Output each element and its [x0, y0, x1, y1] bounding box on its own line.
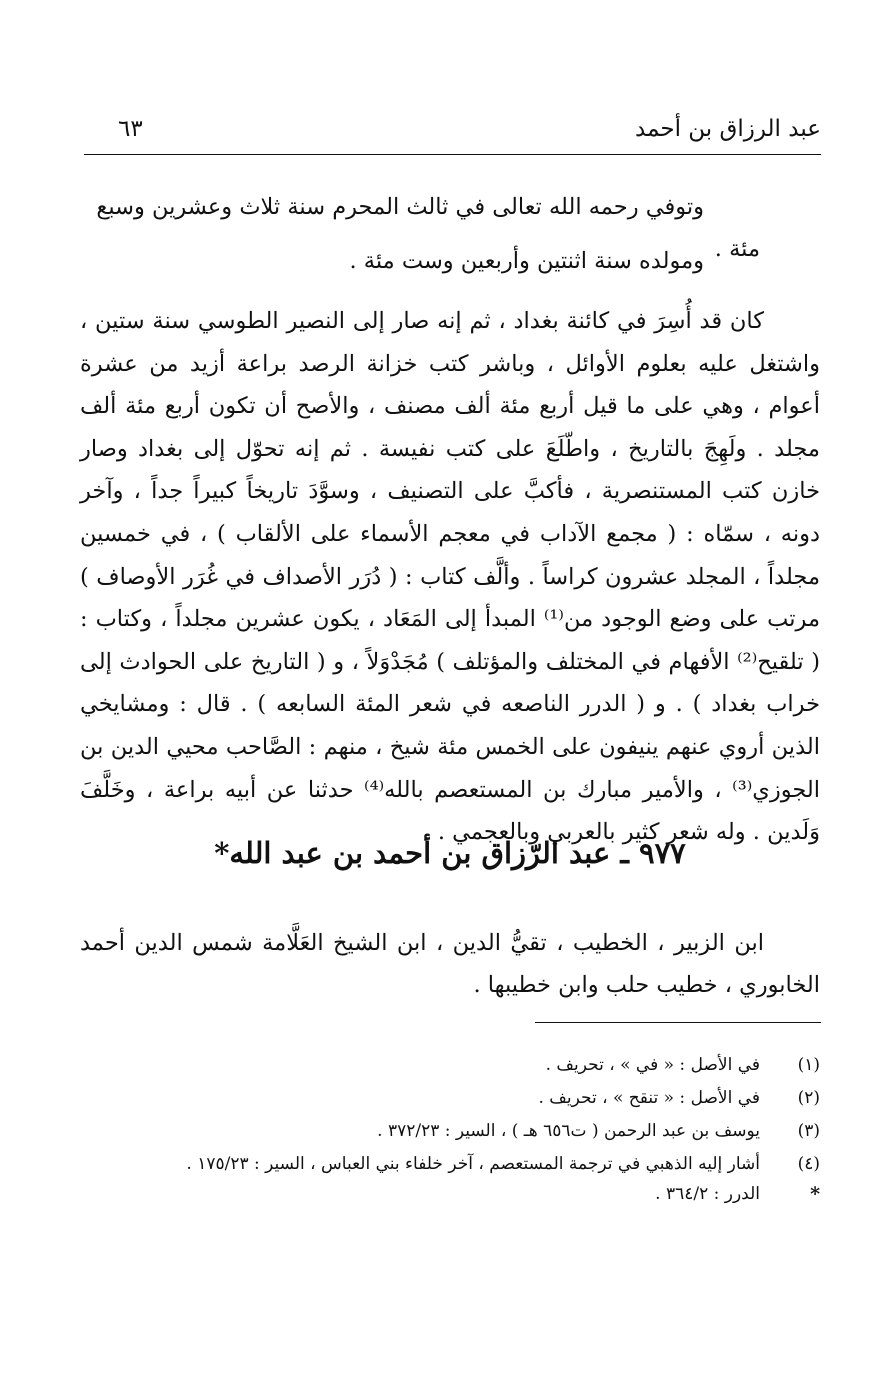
entry-heading: ٩٧٧ ـ عبد الرّزاق بن أحمد بن عبد الله*	[214, 836, 686, 870]
footnote-item	[80, 1050, 820, 1083]
footnote-divider	[535, 1022, 821, 1023]
paragraph-text: كان قد أُسِرَ في كائنة بغداد ، ثم إنه صار إلى النصير الطوسي سنة ستين ، واشتغل عليه بعلوم الأوائل ، وباشر كتب خزانة الرصد براعة أزيد من عشرة أعوام ، وهي على ما قيل أربع مئة ألف مصنف ، والأصح أن تكون أربع مئة ألف مجلد . ولَهِجَ بالتاريخ ، واطّلَعَ على كتب نفيسة . ثم إنه تحوّل إلى بغداد وصار خازن كتب المستنصرية ، فأكبَّ على التصنيف ، وسوَّدَ تاريخاً كبيراً جداً ، وآخر دونه ، سمّاه : ( مجمع الآداب في معجم الأسماء على الألقاب ) ، في خمسين مجلداً ، المجلد عشرون كراساً . وألَّف كتاب : ( دُرَر الأصداف في غُرَر الأوصاف ) مرتب على وضع الوجود من⁽¹⁾ المبدأ إلى المَعَاد ، يكون عشرين مجلداً ، وكتاب : ( تلقيح⁽²⁾ الأفهام في المختلف والمؤتلف ) مُجَدْوَلاً ، و ( التاريخ على الحوادث إلى خراب بغداد ) . و ( الدرر الناصعه في شعر المئة السابعه ) . قال : ومشايخي الذين أروي عنهم ينيفون على الخمس مئة شيخ ، منهم : الصَّاحب محيي الدين بن الجوزي⁽³⁾ ، والأمير مبارك بن المستعصم بالله⁽⁴⁾ حدثنا عن أبيه براعة ، وخَلَّفَ وَلَدين . وله شعر كثير بالعربي وبالعجمي .	[80, 308, 820, 846]
footnote-number: *	[810, 1183, 820, 1205]
paragraph-text: ابن الزبير ، الخطيب ، تقيُّ الدين ، ابن الشيخ العَلَّامة شمس الدين أحمد الخابوري ، خطيب حلب وابن خطيبها .	[80, 930, 820, 998]
footnote-number: (١)	[797, 1055, 820, 1075]
running-header	[84, 116, 821, 155]
page-number: ٦٣	[118, 116, 143, 142]
paragraph-text: ومولده سنة اثنتين وأربعين وست مئة .	[349, 248, 704, 274]
footnote-item	[80, 1116, 820, 1149]
footnote-item	[80, 1083, 820, 1116]
running-title: عبد الرزاق بن أحمد	[635, 116, 821, 142]
paragraph-entry	[80, 922, 820, 1006]
footnote-item	[80, 1149, 820, 1182]
footnote-number: (٣)	[797, 1121, 820, 1141]
footnote-number: (٤)	[797, 1154, 820, 1174]
footnote-text: الدرر : ٣٦٤/٢ .	[655, 1184, 760, 1204]
footnote-text: في الأصل : « في » ، تحريف .	[545, 1055, 760, 1075]
footnote-text: يوسف بن عبد الرحمن ( ت٦٥٦ هـ ) ، السير : ٣٧٢/٢٣ .	[377, 1121, 760, 1141]
paragraph-biography	[80, 300, 820, 854]
paragraph-birth	[80, 240, 760, 282]
footnote-item	[80, 1182, 820, 1210]
footnote-number: (٢)	[797, 1088, 820, 1108]
footnote-text: أشار إليه الذهبي في ترجمة المستعصم ، آخر خلفاء بني العباس ، السير : ١٧٥/٢٣ .	[186, 1154, 760, 1174]
footnotes	[80, 1050, 820, 1210]
footnote-text: في الأصل : « تنقح » ، تحريف .	[538, 1088, 760, 1108]
paragraph-text: وتوفي رحمه الله تعالى في ثالث المحرم سنة ثلاث وعشرين وسبع مئة .	[96, 194, 760, 262]
